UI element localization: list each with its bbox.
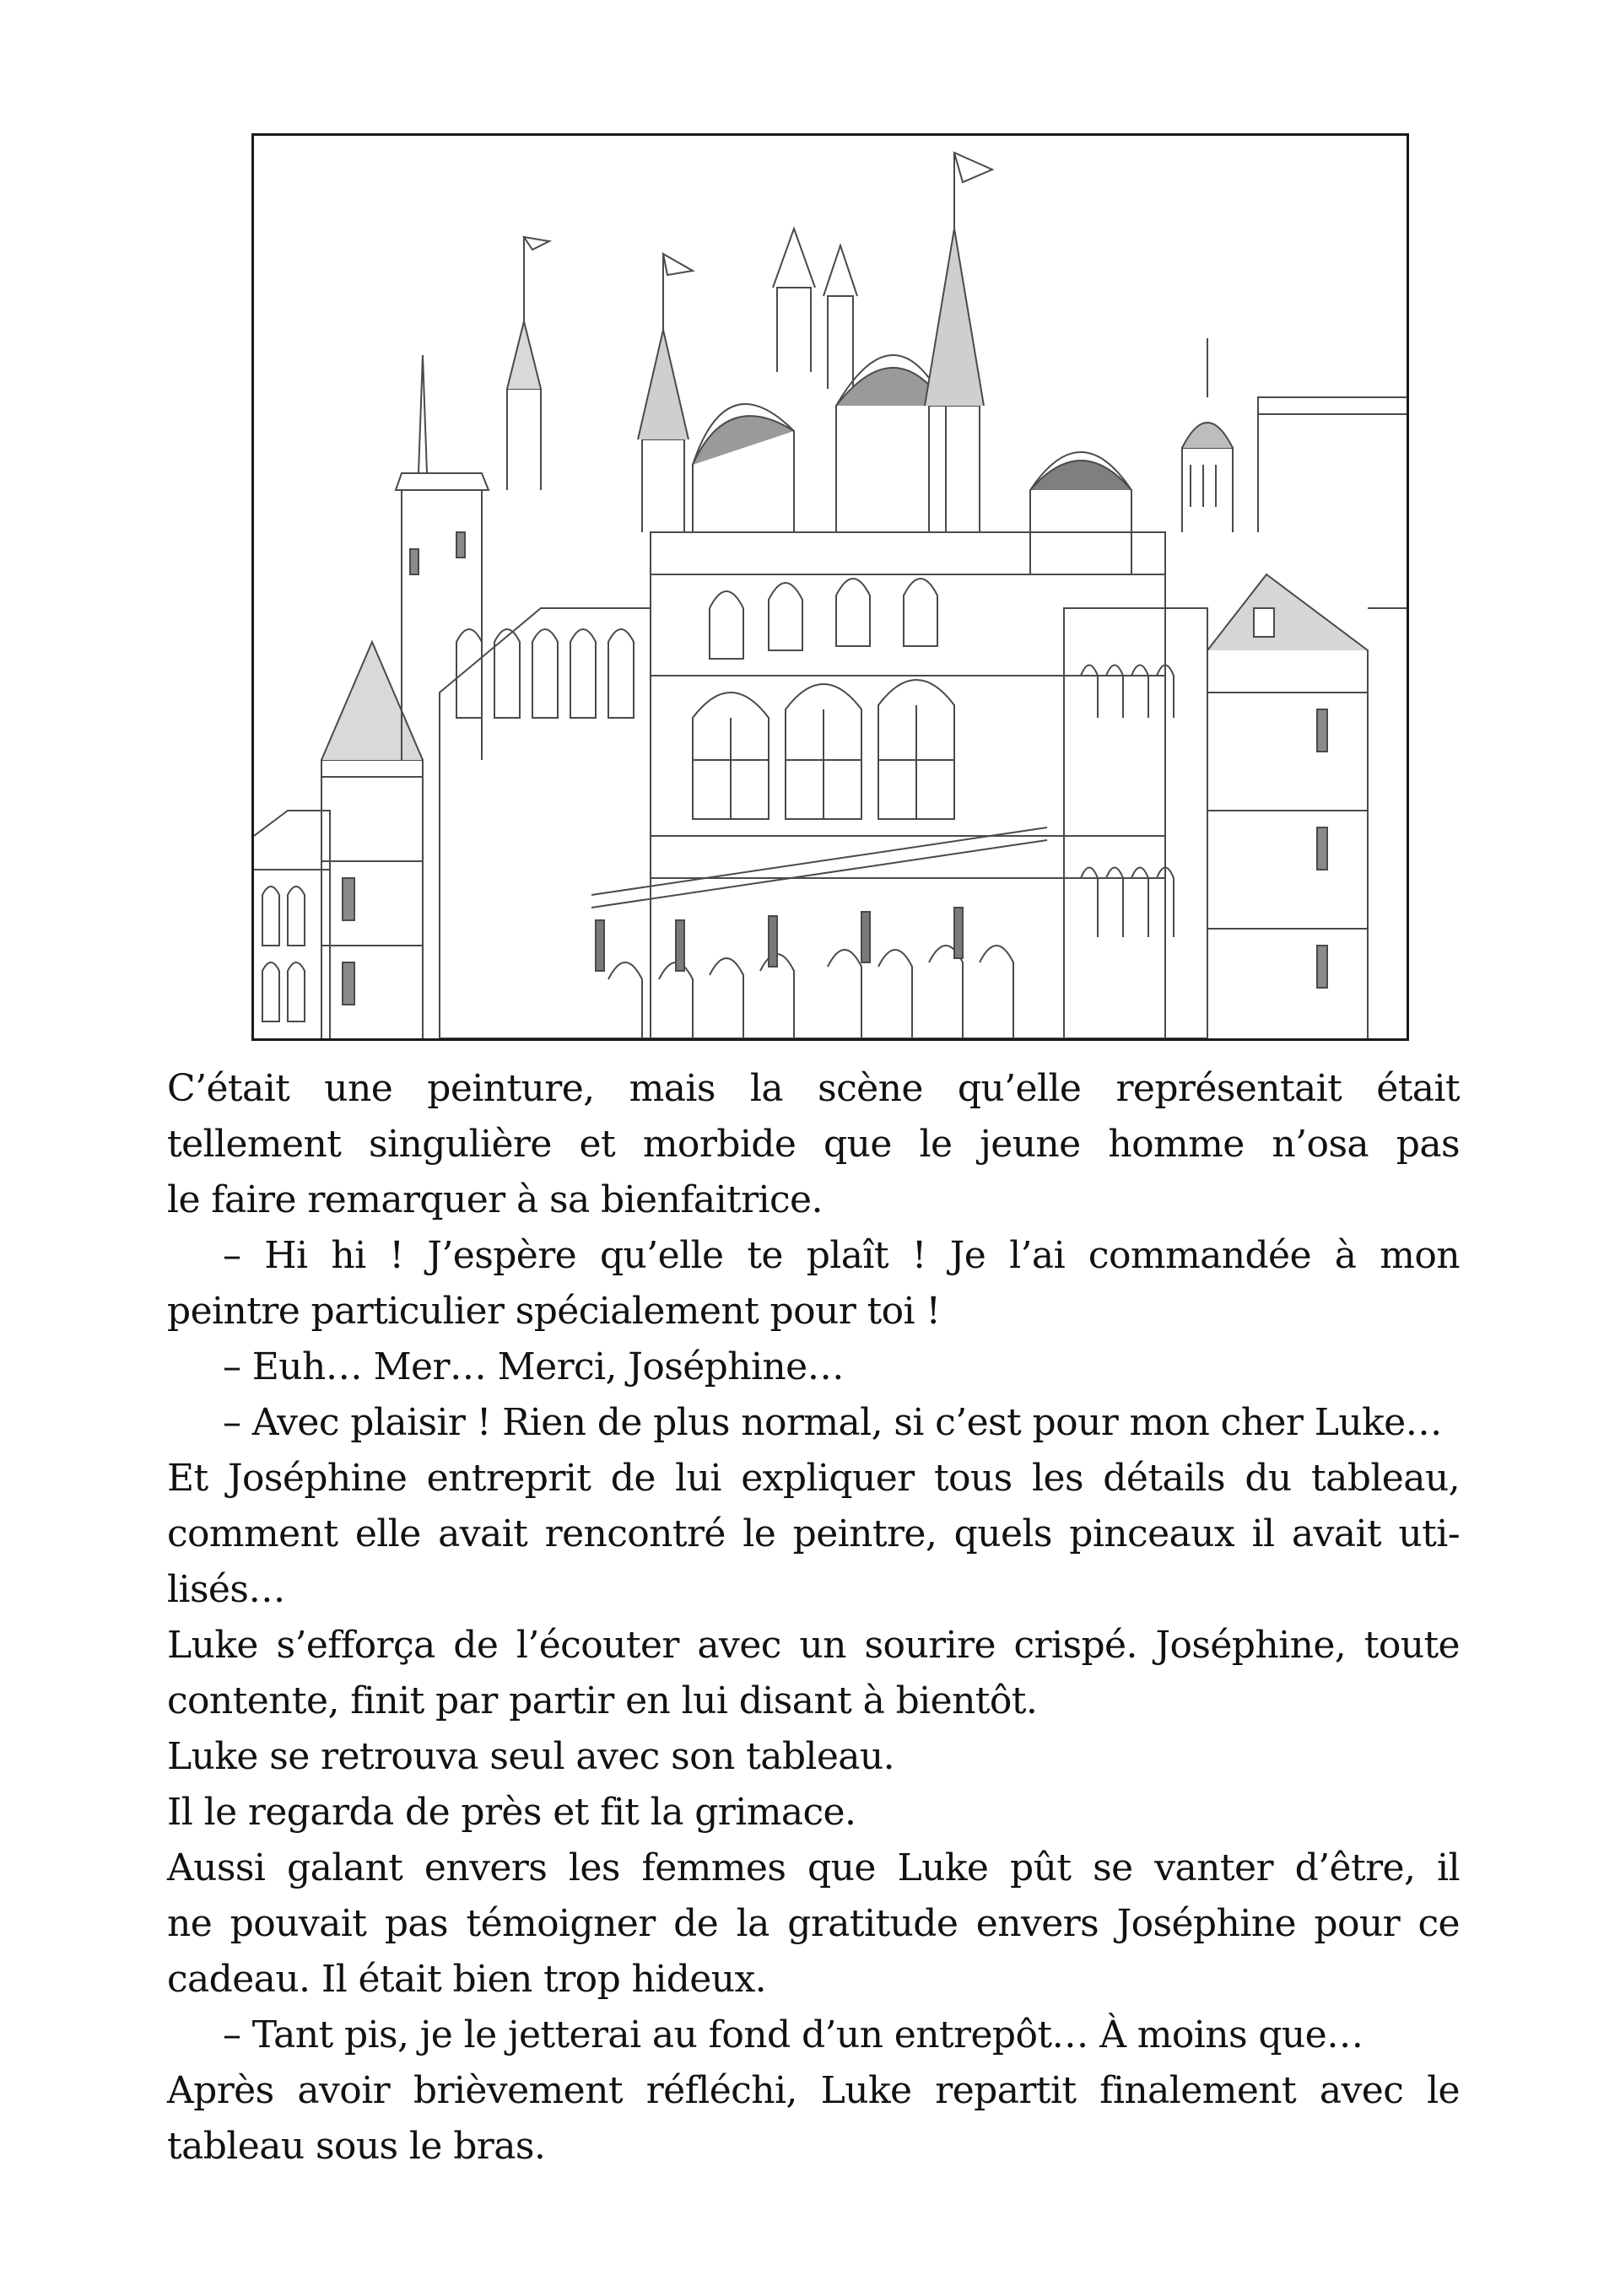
story-text [167, 1061, 1460, 2175]
text-line: tellement singulière et morbide que le jeune homme n’osa pas [167, 1123, 1460, 1166]
castle-drawing [254, 136, 1407, 1038]
text-line: Aussi galant envers les femmes que Luke pût se vanter d’être, il [167, 1846, 1460, 1889]
text-line: tableau sous le bras. [167, 2125, 546, 2168]
dialogue-line: – Euh… Mer… Merci, Joséphine… [223, 1345, 844, 1388]
text-line: Après avoir brièvement réfléchi, Luke repartit finalement avec le [167, 2069, 1460, 2112]
castle-illustration [251, 133, 1409, 1041]
text-line: peintre particulier spécialement pour toi ! [167, 1290, 941, 1333]
text-line: Luke s’efforça de l’écouter avec un sourire crispé. Joséphine, toute [167, 1624, 1460, 1667]
dialogue-line: – Avec plaisir ! Rien de plus normal, si c’est pour mon cher Luke… [223, 1401, 1442, 1444]
dialogue-line: – Hi hi ! J’espère qu’elle te plaît ! Je l’ai commandée à mon [223, 1234, 1460, 1277]
text-line: C’était une peinture, mais la scène qu’elle représentait était [167, 1067, 1460, 1110]
text-line: comment elle avait rencontré le peintre, quels pinceaux il avait uti- [167, 1512, 1460, 1555]
dialogue-line: – Tant pis, je le jetterai au fond d’un entrepôt… À moins que… [223, 2013, 1364, 2056]
text-line: le faire remarquer à sa bienfaitrice. [167, 1178, 823, 1221]
text-line: contente, finit par partir en lui disant à bientôt. [167, 1679, 1038, 1722]
text-line: Il le regarda de près et fit la grimace. [167, 1791, 856, 1834]
text-line: ne pouvait pas témoigner de la gratitude envers Joséphine pour ce [167, 1902, 1460, 1945]
text-line: cadeau. Il était bien trop hideux. [167, 1958, 767, 2001]
text-line: Et Joséphine entreprit de lui expliquer tous les détails du tableau, [167, 1457, 1460, 1500]
text-line: Luke se retrouva seul avec son tableau. [167, 1735, 895, 1778]
text-line: lisés… [167, 1568, 285, 1611]
